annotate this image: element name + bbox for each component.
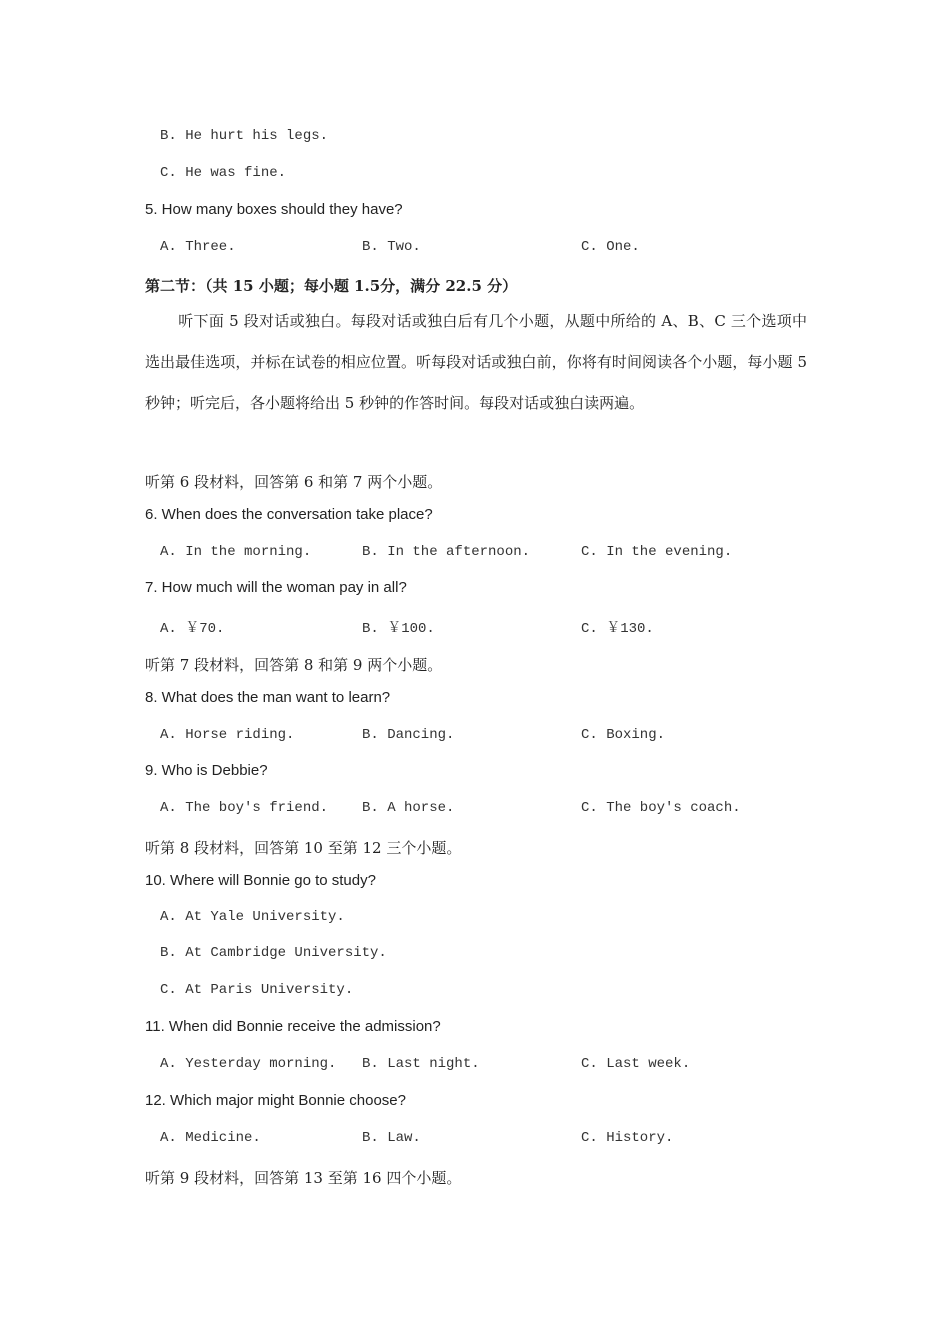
q8-option-b: B. Dancing.	[362, 727, 455, 743]
material8-heading: 听第 8 段材料，回答第 10 至第 12 三个小题。	[145, 839, 462, 857]
q9-option-b: B. A horse.	[362, 800, 455, 816]
q10-question: 10. Where will Bonnie go to study?	[145, 872, 376, 889]
q8-question: 8. What does the man want to learn?	[145, 689, 391, 706]
section2-instructions	[145, 301, 807, 424]
q8-option-a: A. Horse riding.	[160, 727, 295, 743]
q11-question: 11. When did Bonnie receive the admission?	[145, 1018, 441, 1035]
q11-option-b: B. Last night.	[362, 1056, 480, 1072]
q11-option-c: C. Last week.	[581, 1056, 691, 1072]
q12-option-b: B. Law.	[362, 1130, 421, 1146]
q6-option-a: A. In the morning.	[160, 544, 312, 560]
q5-option-b: B. Two.	[362, 239, 421, 255]
q4-option-b: B. He hurt his legs.	[160, 128, 329, 144]
q5-option-a: A. Three.	[160, 239, 236, 255]
section2-heading: 第二节：（共 15 小题；每小题 1.5分，满分 22.5 分）	[145, 277, 518, 295]
material7-heading: 听第 7 段材料，回答第 8 和第 9 两个小题。	[145, 656, 443, 674]
q6-option-c: C. In the evening.	[581, 544, 733, 560]
q7-option-b: B. ￥100.	[362, 621, 435, 637]
q10-option-a: A. At Yale University.	[160, 909, 345, 925]
q11-option-a: A. Yesterday morning.	[160, 1056, 337, 1072]
q9-option-c: C. The boy's coach.	[581, 800, 741, 816]
q6-question: 6. When does the conversation take place?	[145, 506, 433, 523]
q9-option-a: A. The boy's friend.	[160, 800, 329, 816]
material6-heading: 听第 6 段材料，回答第 6 和第 7 两个小题。	[145, 473, 443, 491]
q6-option-b: B. In the afternoon.	[362, 544, 531, 560]
section2-instructions-text: 听下面 5 段对话或独白。每段对话或独白后有几个小题，从题中所给的 A、B、C 三个选项中选出最佳选项，并标在试卷的相应位置。听每段对话或独白前，你将有时间阅读各个小题，每小题 5 秒钟；听完后，各小题将给出 5 秒钟的作答时间。每段对话或独白读两遍。	[145, 312, 807, 412]
q12-option-c: C. History.	[581, 1130, 674, 1146]
q4-option-c: C. He was fine.	[160, 165, 287, 181]
q5-question: 5. How many boxes should they have?	[145, 201, 403, 218]
q10-option-c: C. At Paris University.	[160, 982, 354, 998]
q5-option-c: C. One.	[581, 239, 640, 255]
q12-option-a: A. Medicine.	[160, 1130, 261, 1146]
q12-question: 12. Which major might Bonnie choose?	[145, 1092, 406, 1109]
q10-option-b: B. At Cambridge University.	[160, 945, 387, 961]
q9-question: 9. Who is Debbie?	[145, 762, 268, 779]
q8-option-c: C. Boxing.	[581, 727, 666, 743]
material9-heading: 听第 9 段材料，回答第 13 至第 16 四个小题。	[145, 1169, 462, 1187]
q7-question: 7. How much will the woman pay in all?	[145, 579, 407, 596]
q7-option-c: C. ￥130.	[581, 621, 654, 637]
q7-option-a: A. ￥70.	[160, 621, 225, 637]
